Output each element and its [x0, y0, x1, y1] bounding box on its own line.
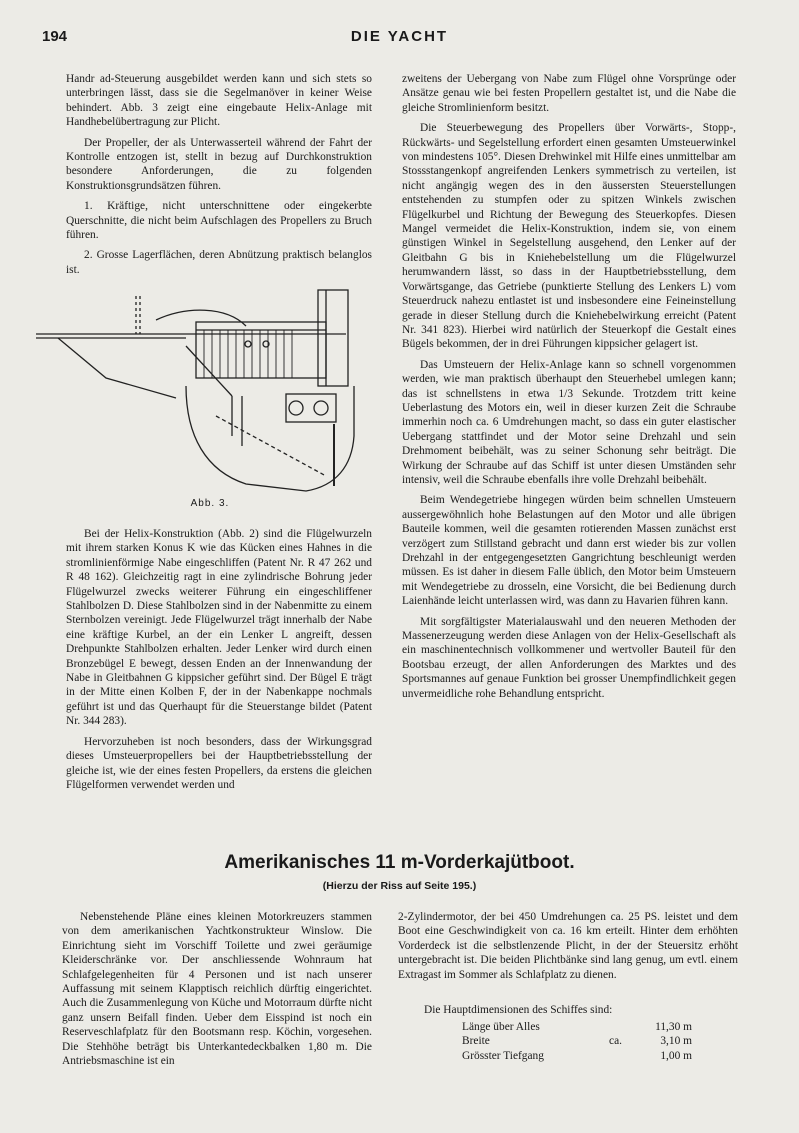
paragraph: Die Steuerbewegung des Propellers über Vorwärts-, Stopp-, Rückwärts- und Segelstellung erfordert einen gesamten Umsteuerwinkel von mindestens 105°. Diesen Drehwinkel mit Hilfe eines unmittelbar am Stossstangenkopf angreifenden Lenkers symmetrisch zu verteilen, ist nicht angängig wegen des in den äussersten Steuerstellungen entstehenden zu stumpfen oder zu spitzen Winkels zwischen Flügelkurbel und Richtung der Bewegung des Steuerkopfes. Diesen Mangel vermeidet die Helix-Konstruktion, indem sie, von einem günstigen Winkel in Segelstellung ausgehend, den Lenker auf der Gleitbahn G bis in Kniehebelstellung um die Flügelwurzel herumwandern lässt, so dass in der Hauptbetriebsstellung, dem Vorwärtsgange, das Getriebe (punktierte Stellung des Lenkers L) vom Steuerdruck nahezu entlastet ist und insbesondere eine Feineinstellung gerade in dieser Stellung durch die Kniehebelwirkung erreicht (Patent Nr. 341 823). Hierbei wird natürlich der Steuerkopf die Gestalt eines Bügels bekommen, der in drei Führungen kippsicher gelagert ist.	[402, 122, 736, 351]
table-row	[462, 1049, 692, 1063]
paragraph: Das Umsteuern der Helix-Anlage kann so schnell vorgenommen werden, wie man praktisch überhaupt den Steuerhebel umlegen kann; das ist schnellstens in etwa 1/3 Sekunde. Trotzdem tritt keine Ueberlastung des Motors ein, weil in dieser kurzen Zeit die Schraube immerhin noch ca. 6 Umdrehungen macht, so dass ein guter elastischer Uebergang stattfindet und der Motor seine Drehzahl und sein Drehmoment beibehält, was zu seiner Schonung sehr beiträgt. Die Wirkung der Schraube auf das Schiff ist unter diesen Umständen sehr intensiv, weil die Schraube ebenfalls ihre volle Drehzahl beibehält.	[402, 358, 736, 486]
table-row	[462, 1034, 692, 1048]
paragraph: zweitens der Uebergang von Nabe zum Flügel ohne Vorsprünge oder Ansätze genau wie bei festen Propellern gestaltet ist, und die Nabe die gleiche Stromlinienform besitzt.	[402, 73, 736, 114]
dimension-label: Länge über Alles	[462, 1021, 540, 1033]
dimensions-intro: Die Hauptdimensionen des Schiffes sind:	[424, 1004, 613, 1016]
article-left-column	[62, 910, 372, 1074]
table-row	[462, 1020, 692, 1034]
paragraph: Der Propeller, der als Unterwasserteil während der Fahrt der Kontrolle entzogen ist, stellt in bezug auf Durchkonstruktion besondere Anforderungen, die zu folgenden Konstruktionsgrundsätzen führen.	[66, 136, 372, 192]
article-subtitle: (Hierzu der Riss auf Seite 195.)	[322, 880, 477, 892]
boat-hull-drawing	[36, 286, 356, 496]
figure-caption: Abb. 3.	[190, 498, 230, 509]
dimension-prefix: ca.	[609, 1035, 622, 1048]
dimension-label: Breite	[462, 1035, 490, 1048]
paragraph: Beim Wendegetriebe hingegen würden beim schnellen Umsteuern aussergewöhnlich hohe Belastungen auf den Motor und alle übrigen Bauteile kommen, weil die gesamten rotierenden Massen zunächst erst verzögert zum Stillstand gebracht und dann erst wieder bis zur vollen Drehzahl in der entgegengesetzten Gangrichtung beschleunigt werden müssen. Es ist daher in diesem Falle üblich, den Motor beim Umsteuern mit Wendegetriebe zu drosseln, eine Vorsicht, die bei Bedienung durch Laienhände leicht unterlassen wird, was dann zu Havarien führen kann.	[402, 494, 736, 608]
left-column-top	[66, 72, 372, 283]
journal-title: DIE YACHT	[350, 28, 449, 45]
list-item: 1. Kräftige, nicht unterschnittene oder eingekerbte Querschnitte, die nicht beim Aufschlagen des Propellers zu Bruch führen.	[66, 200, 372, 242]
article-title: Amerikanisches 11 m-Vorderkajütboot.	[224, 852, 575, 873]
page-number: 194	[42, 28, 68, 45]
paragraph: Handr ad-Steuerung ausgebildet werden kann und sich stets so unterbringen lässt, dass sie die Segelmanöver in keiner Weise behindert. Abb. 3 zeigt eine eingebaute Helix-Anlage mit Handhebelübertragung zur Plicht.	[66, 73, 372, 129]
page-header	[42, 28, 757, 50]
paragraph: Mit sorgfältigster Materialauswahl und den neueren Methoden der Massenerzeugung werden diese Anlagen von der Helix-Gesellschaft als ein maschinentechnisch vollkommener und wertvoller Bauteil für den Bootsbau erzeugt, der allen Anforderungen des Marktes und des Sportsmannes auf genaue Funktion bei grosser Unempfindlichkeit gegen unvermeidliche rohe Behandlung entspricht.	[402, 615, 736, 700]
dimension-value: 3,10 m	[660, 1035, 692, 1048]
dimension-value: 1,00 m	[660, 1049, 692, 1062]
article-right-column	[398, 910, 738, 988]
paragraph: Nebenstehende Pläne eines kleinen Motorkreuzers stammen von dem amerikanischen Yachtkonstrukteur Winslow. Die Einrichtung sieht im Vorschiff Toilette und zwei geräumige Kleiderschränke vor. Der anschliessende Wohnraum hat Schlafgelegenheiten für 4 Personen und ist nach unserer Auffassung mit seinem Klapptisch reichlich dürftig eingerichtet. Auch die Zusammenlegung von Küche und Motorraum dürfte nicht ganz unsern Beifall finden. Ueber dem Eisspind ist noch ein Reserveschlafplatz für den Bootsmann resp. Köchin, vorgesehen. Die Stehhöhe beträgt bis Unterkantedeckbalken 1,80 m. Die Antriebsmaschine ist ein	[62, 911, 372, 1068]
dimensions-table	[462, 1020, 692, 1063]
dimension-label: Grösster Tiefgang	[462, 1049, 544, 1062]
paragraph: Bei der Helix-Konstruktion (Abb. 2) sind die Flügelwurzeln mit ihrem starken Konus K wie das Kücken eines Hahnes in die stromlinienförmige Nabe eingeschliffen (Patent Nr. R 47 262 und R 48 162). Gleichzeitig ragt in eine zylindrische Bohrung jeder Flügelwurzel zwecks weiterer Führung ein eingeschliffener Stahlbolzen D. Diese Stahlbolzen sind in der Nabenmitte zu einem Sternbolzen vereinigt. Jede Flügelwurzel trägt innerhalb der Nabe eine kräftige Kurbel, an der ein Lenker L angreift, dessen Drehpunkte Stahlbolzen erhalten. Jeder Lenker wird durch einen Bronzebügel E bewegt, dessen Enden an der Innenwandung der Nabe in Gleitbahnen G kippsicher geführt sind. Der Bügel E trägt in der Mitte einen Kolben F, der in der Nabenkappe nochmals geführt ist und das Querhaupt für die Steuerstange bildet (Patent Nr. 344 283).	[66, 528, 372, 728]
paragraph: 2-Zylindermotor, der bei 450 Umdrehungen ca. 25 PS. leistet und dem Boot eine Geschwindigkeit von ca. 16 km erteilt. Hinter dem erhöhten Vorderdeck ist die selbstlenzende Plicht, in der der Steuersitz erhöht untergebracht ist. Die beiden Plichtbänke sind lang genug, um evtl. einem Extragast im Sommer als Schlafplatz zu dienen.	[398, 911, 738, 981]
list-item: 2. Grosse Lagerflächen, deren Abnützung praktisch belanglos ist.	[66, 249, 372, 276]
dimension-value: 11,30 m	[655, 1021, 692, 1033]
right-column	[402, 72, 736, 707]
left-column-bottom	[66, 527, 372, 798]
propeller-installation-figure	[36, 286, 356, 496]
paragraph: Hervorzuheben ist noch besonders, dass der Wirkungsgrad dieses Umsteuerpropellers bei der Hauptbetriebsstellung der gleiche ist, wie der eines festen Propellers, da erstens die gleichen Flügelformen verwendet werden und	[66, 735, 372, 791]
